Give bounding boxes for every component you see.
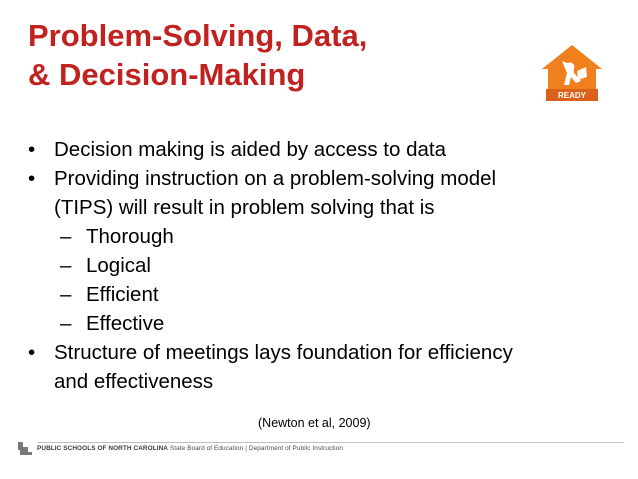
bullet-item bbox=[28, 135, 628, 164]
dash-glyph: – bbox=[60, 254, 72, 277]
dash-glyph: – bbox=[60, 225, 72, 248]
bullet-item bbox=[28, 338, 628, 396]
sub-item-label: Thorough bbox=[86, 225, 174, 248]
bullet-line: Structure of meetings lays foundation for efficiency bbox=[54, 341, 513, 364]
sub-item bbox=[28, 309, 628, 338]
slide-title-line-1: Problem-Solving, Data, bbox=[28, 18, 368, 53]
citation: (Newton et al, 2009) bbox=[258, 416, 371, 430]
footer-text bbox=[37, 445, 343, 452]
footer-dept: State Board of Education | Department of Public Instruction bbox=[169, 444, 344, 452]
bullet-line: (TIPS) will result in problem solving that is bbox=[54, 196, 435, 219]
dash-glyph: – bbox=[60, 283, 72, 306]
bullet-glyph: • bbox=[28, 341, 36, 364]
logo-label: READY bbox=[557, 91, 587, 100]
footer-org: PUBLIC SCHOOLS OF NORTH CAROLINA bbox=[37, 444, 169, 452]
bullet-glyph: • bbox=[28, 167, 36, 190]
nc-state-outline-icon bbox=[16, 439, 34, 457]
bullet-line: Providing instruction on a problem-solving model bbox=[54, 167, 497, 190]
dash-glyph: – bbox=[60, 312, 72, 335]
bullet-line: Decision making is aided by access to data bbox=[54, 138, 446, 161]
sub-item bbox=[28, 222, 628, 251]
bullet-line: and effectiveness bbox=[54, 370, 214, 393]
sub-item-label: Logical bbox=[86, 254, 151, 277]
slide-title-line-2: & Decision-Making bbox=[28, 57, 306, 92]
sub-item-label: Efficient bbox=[86, 283, 159, 306]
footer bbox=[16, 437, 343, 459]
ready-logo-icon bbox=[540, 43, 604, 107]
slide-title bbox=[28, 16, 528, 94]
sub-item bbox=[28, 280, 628, 309]
bullet-list bbox=[28, 135, 628, 396]
bullet-item bbox=[28, 164, 628, 222]
bullet-glyph: • bbox=[28, 138, 36, 161]
sub-item-label: Effective bbox=[86, 312, 165, 335]
sub-item bbox=[28, 251, 628, 280]
